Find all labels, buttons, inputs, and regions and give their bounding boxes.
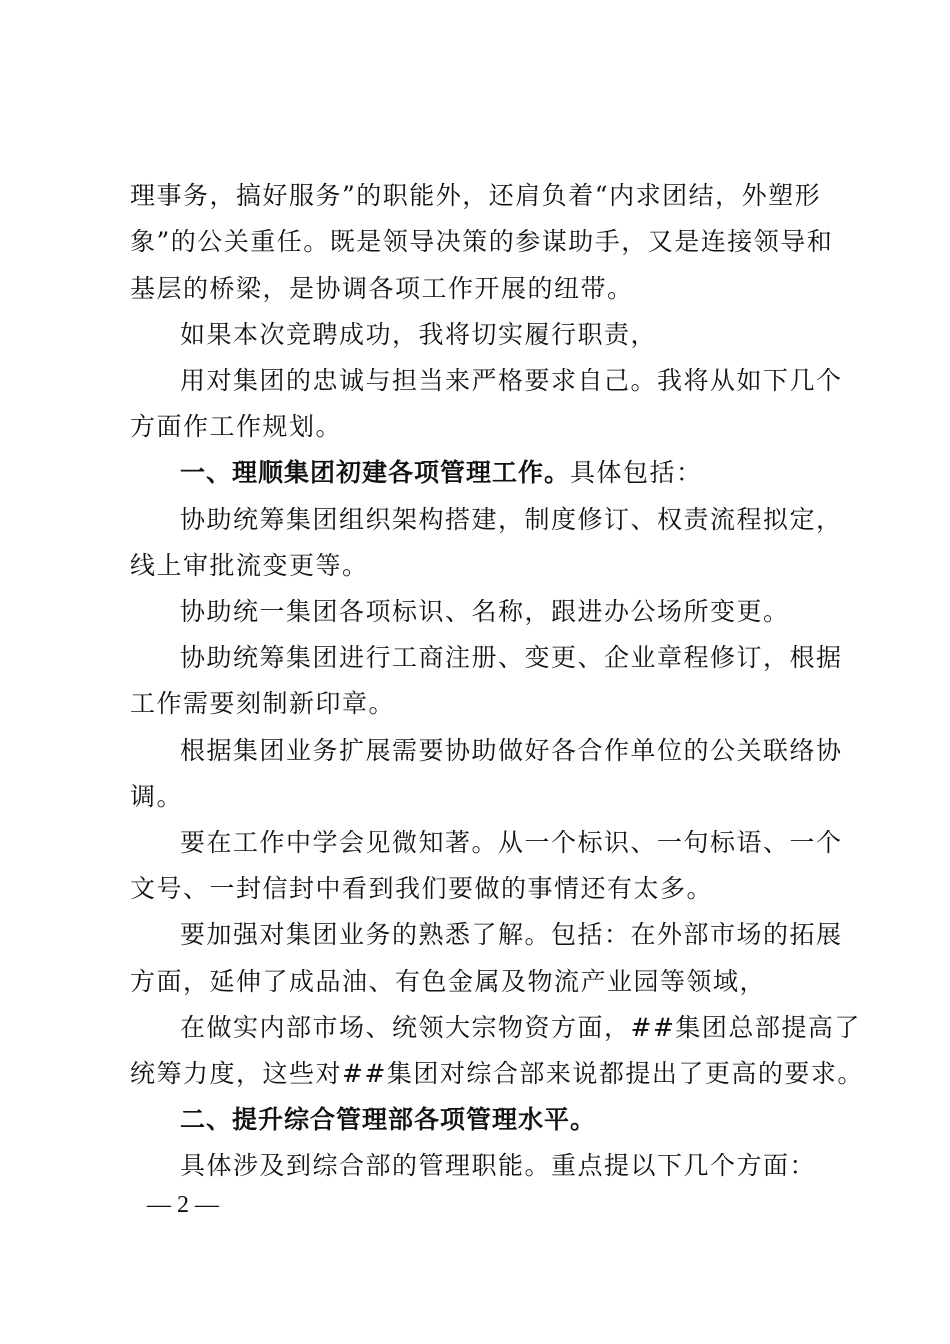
paragraph-line: 理事务，搞好服务”的职能外，还肩负着“内求团结，外塑形: [130, 181, 822, 210]
paragraph-line: 如果本次竞聘成功，我将切实履行职责，: [180, 320, 658, 349]
paragraph-line: 要加强对集团业务的熟悉了解。包括：在外部市场的拓展: [180, 920, 843, 949]
paragraph-line: 工作需要刻制新印章。: [130, 689, 396, 718]
heading-trailing-text: 具体包括：: [570, 458, 703, 487]
paragraph-line: 文号、一封信封中看到我们要做的事情还有太多。: [130, 874, 714, 903]
section-heading-1: 一、理顺集团初建各项管理工作。: [180, 458, 571, 487]
paragraph-line: 协助统筹集团组织架构搭建，制度修订、权责流程拟定，: [180, 505, 843, 534]
section-heading-line: [180, 458, 880, 488]
paragraph-line: 要在工作中学会见微知著。从一个标识、一句标语、一个: [180, 828, 843, 857]
paragraph-line: 协助统筹集团进行工商注册、变更、企业章程修订，根据: [180, 643, 843, 672]
paragraph-line: 线上审批流变更等。: [130, 551, 369, 580]
page-number: — 2 —: [147, 1192, 219, 1218]
paragraph-line: 基层的桥梁，是协调各项工作开展的纽带。: [130, 274, 634, 303]
paragraph-line: 方面，延伸了成品油、有色金属及物流产业园等领域，: [130, 967, 767, 996]
paragraph-line: 象”的公关重任。既是领导决策的参谋助手，又是连接领导和: [130, 227, 834, 256]
paragraph-line: 用对集团的忠诚与担当来严格要求自己。我将从如下几个: [180, 366, 843, 395]
paragraph-line: 方面作工作规划。: [130, 412, 343, 441]
section-heading-2: 二、提升综合管理部各项管理水平。: [180, 1105, 597, 1134]
paragraph-line: 调。: [130, 782, 184, 811]
paragraph-line: 协助统一集团各项标识、名称，跟进办公场所变更。: [180, 597, 790, 626]
paragraph-line: 在做实内部市场、统领大宗物资方面，##集团总部提高了: [180, 1013, 861, 1042]
paragraph-line: 具体涉及到综合部的管理职能。重点提以下几个方面：: [180, 1151, 817, 1180]
paragraph-line: 统筹力度，这些对##集团对综合部来说都提出了更高的要求。: [130, 1059, 864, 1088]
paragraph-line: 根据集团业务扩展需要协助做好各合作单位的公关联络协: [180, 736, 843, 765]
